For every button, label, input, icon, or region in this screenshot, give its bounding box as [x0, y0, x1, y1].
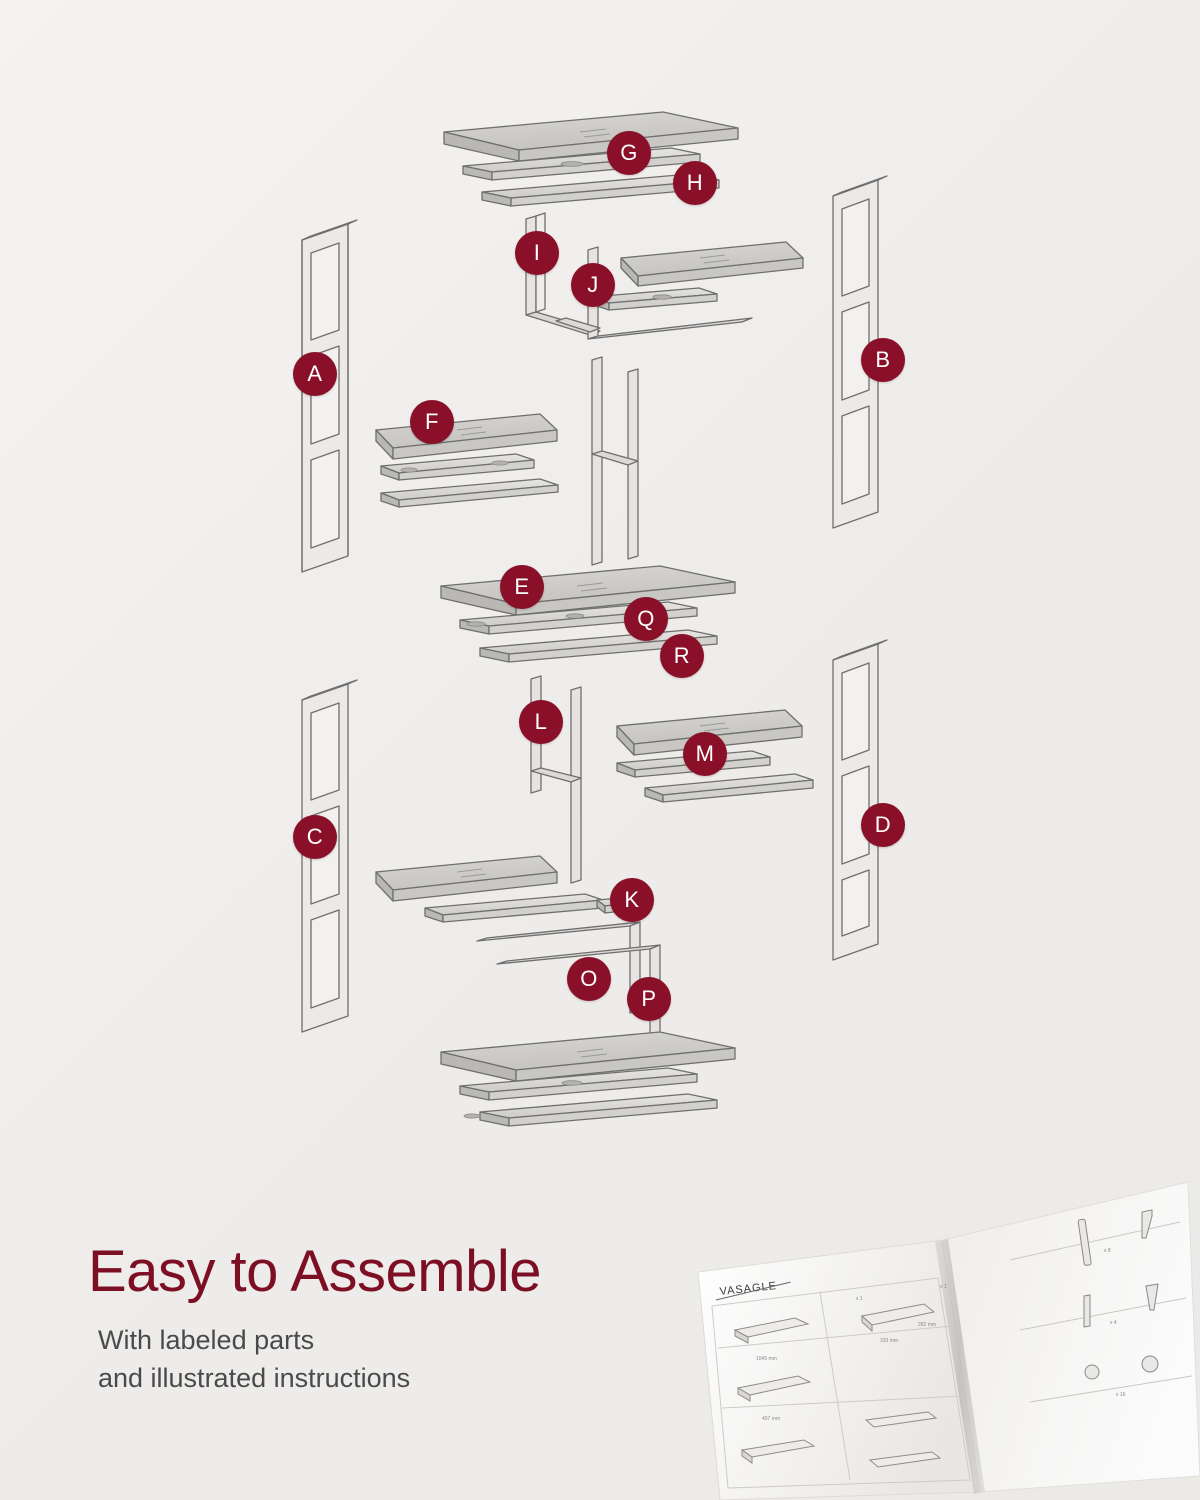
part-label-P: P	[627, 977, 671, 1021]
instruction-manual-photo	[680, 1120, 1200, 1500]
part-label-F: F	[410, 400, 454, 444]
part-label-B: B	[861, 338, 905, 382]
manual-brand: VASAGLE	[719, 1280, 778, 1298]
dimension-3: 282 mm	[918, 1322, 937, 1328]
part-label-D: D	[861, 803, 905, 847]
subline	[98, 1321, 728, 1398]
manual-artwork	[680, 1120, 1200, 1500]
shelf-upper-right	[621, 242, 803, 286]
dimension-2: 333 mm	[880, 1338, 899, 1344]
hardware-count-2: x 4	[1110, 1320, 1117, 1326]
part-label-R: R	[660, 634, 704, 678]
part-label-K: K	[610, 878, 654, 922]
hardware-count-3: x 16	[1116, 1392, 1126, 1398]
shelf-lower-mid	[376, 856, 557, 901]
part-label-Q: Q	[624, 597, 668, 641]
bar-lower-mid-1	[425, 894, 603, 922]
part-label-I: I	[515, 231, 559, 275]
part-F-shelf	[376, 414, 557, 459]
part-O-bracket	[477, 922, 640, 1013]
part-label-J: J	[571, 263, 615, 307]
subline-line-2: and illustrated instructions	[98, 1363, 411, 1394]
part-label-L: L	[519, 700, 563, 744]
part-A-frame	[302, 220, 357, 572]
part-label-M: M	[683, 732, 727, 776]
center-bracket-mid	[592, 357, 638, 565]
part-label-O: O	[567, 957, 611, 1001]
part-D-frame	[833, 640, 887, 960]
part-label-H: H	[673, 161, 717, 205]
dimension-4: 407 mm	[762, 1416, 781, 1422]
step-count-2: x 1	[940, 1284, 947, 1290]
headline: Easy to Assemble	[88, 1239, 541, 1304]
part-label-E: E	[500, 565, 544, 609]
part-label-C: C	[293, 815, 337, 859]
subline-line-1: With labeled parts	[98, 1324, 315, 1355]
bar-M-2	[645, 774, 813, 802]
step-count-1: x 1	[856, 1296, 863, 1302]
caption-block	[88, 1239, 728, 1398]
part-label-A: A	[293, 352, 337, 396]
dimension-1: 1045 mm	[756, 1356, 777, 1362]
part-label-G: G	[607, 131, 651, 175]
hardware-count-1: x 8	[1104, 1248, 1111, 1254]
bar-F-2	[381, 479, 558, 507]
